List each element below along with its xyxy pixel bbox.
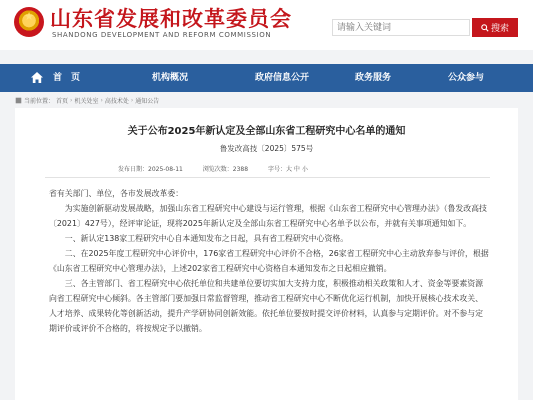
salutation: 省有关部门、单位，各市发展改革委： bbox=[49, 189, 184, 198]
national-emblem-icon: ★ bbox=[14, 7, 44, 37]
article-card bbox=[15, 108, 518, 400]
divider bbox=[45, 177, 490, 178]
nav-item-services[interactable]: 政务服务 bbox=[355, 73, 392, 83]
document-number: 鲁发改高技〔2025〕575号 bbox=[219, 144, 314, 153]
nav-item-home[interactable]: 首 页 bbox=[53, 73, 81, 83]
site-subtitle: SHANDONG DEVELOPMENT AND REFORM COMMISSION bbox=[52, 31, 272, 39]
breadcrumb-item-departments[interactable]: 机关处室 bbox=[74, 97, 99, 105]
search-input[interactable] bbox=[332, 19, 470, 36]
breadcrumb-current-label: 当前位置： bbox=[24, 97, 55, 105]
paragraph: 三、各主管部门、省工程研究中心依托单位和共建单位要切实加大支持力度，积极推动相关政策和人才、资金等要素资源向省工程研究中心倾斜。各主管部门要加强日常监督管理，推动省工程研究中心不断优化运行机制，加快开展核心技术攻关、人才培养、成果转化等创新活动，提升产学研协同创新效能。依托单位要按时提交评价材料，认真参与定期评价。对不参与定期评价或评价不合格的，将按规定予以撤销。 bbox=[49, 279, 484, 333]
breadcrumb-item-notices[interactable]: 通知公告 bbox=[135, 97, 160, 105]
view-count: 浏览次数：2388 bbox=[202, 166, 249, 173]
breadcrumb-item-hightech[interactable]: 高技术处 bbox=[104, 97, 129, 105]
breadcrumb bbox=[15, 94, 159, 106]
main-nav bbox=[0, 64, 533, 92]
breadcrumb-separator: › bbox=[70, 96, 73, 104]
breadcrumb-separator: › bbox=[130, 96, 134, 104]
nav-item-participation[interactable]: 公众参与 bbox=[448, 73, 485, 83]
paragraph: 一、新认定138家工程研究中心自本通知发布之日起，具有省工程研究中心资格。 bbox=[64, 234, 349, 243]
search-button-label: 搜索 bbox=[490, 24, 509, 34]
site-title[interactable]: 山东省发展和改革委员会 bbox=[50, 7, 292, 31]
location-icon bbox=[15, 97, 22, 104]
paragraph: 为实施创新驱动发展战略，加强山东省工程研究中心建设与运行管理，根据《山东省工程研究中心管理办法》（鲁发改高技〔2021〕427号），经评审论证，现将2025年新认定及全部山东省工程研究中心名单予以公布，并就有关事项通知如下。 bbox=[49, 204, 487, 228]
breadcrumb-item-home[interactable]: 首页 bbox=[56, 97, 69, 105]
nav-item-info-disclosure[interactable]: 政府信息公开 bbox=[255, 73, 310, 83]
publish-date: 发布日期：2025-08-11 bbox=[118, 166, 183, 173]
article-body bbox=[49, 186, 489, 336]
home-icon bbox=[30, 71, 44, 84]
paragraph: 二、在2025年度工程研究中心评价中，176家省工程研究中心评价不合格，26家省工程研究中心主动放弃参与评价，根据《山东省工程研究中心管理办法》，上述202家省工程研究中心资格自本通知发布之日起相应撤销。 bbox=[49, 249, 489, 273]
article-meta bbox=[118, 164, 326, 173]
article-title: 关于公布2025年新认定及全部山东省工程研究中心名单的通知 bbox=[127, 126, 406, 137]
site-header bbox=[0, 0, 533, 50]
font-size-control[interactable]: 字号：大 中 小 bbox=[268, 166, 308, 173]
breadcrumb-separator: › bbox=[100, 96, 103, 104]
nav-item-about[interactable]: 机构概况 bbox=[152, 73, 189, 83]
search-button[interactable] bbox=[472, 18, 518, 37]
search-icon bbox=[481, 24, 489, 32]
